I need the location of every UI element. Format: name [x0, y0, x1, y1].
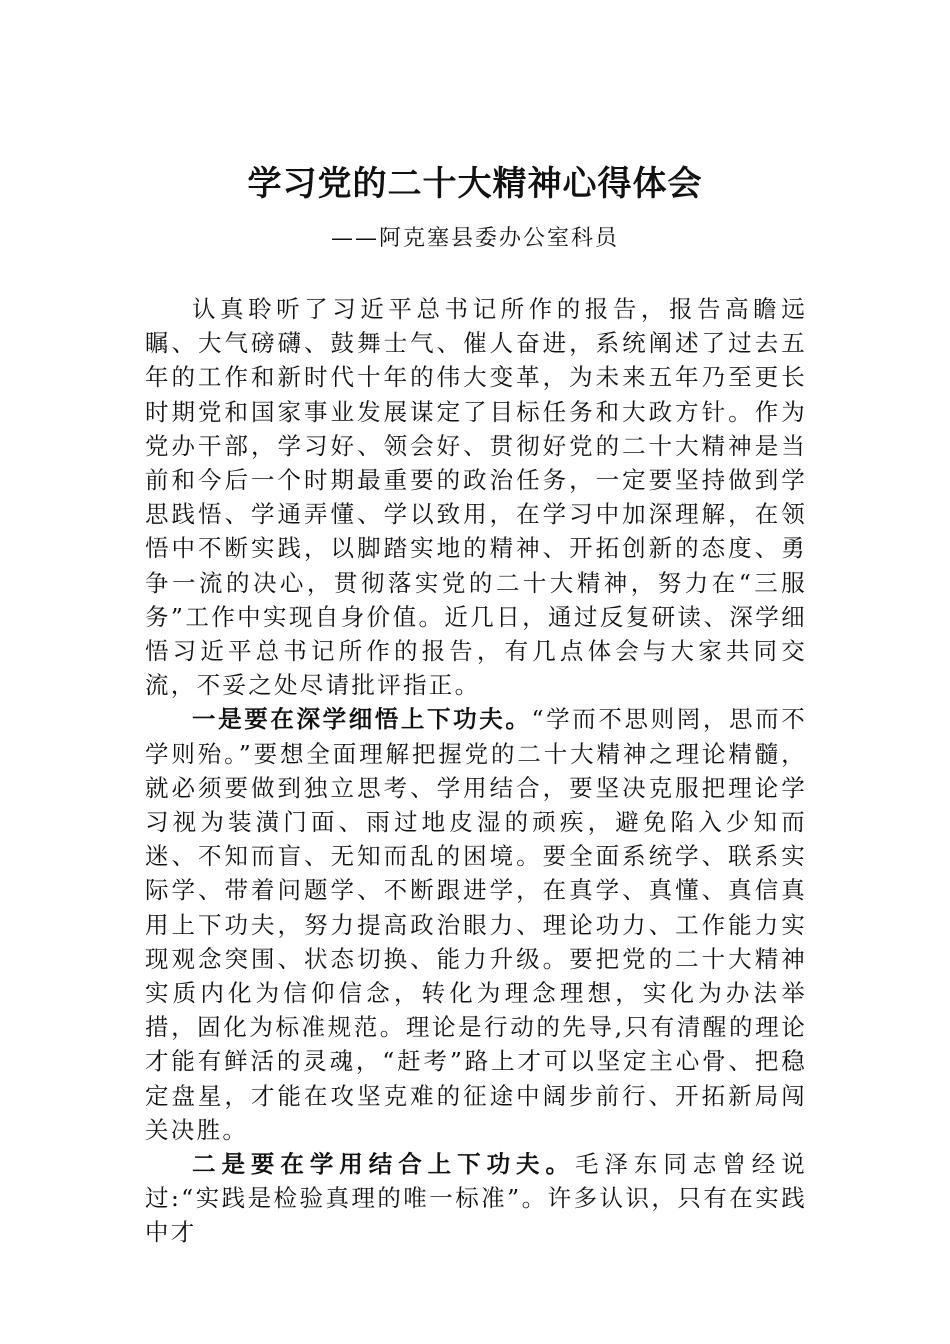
paragraph-point-one	[145, 702, 807, 1147]
document-subtitle: ——阿克塞县委办公室科员	[330, 226, 619, 251]
paragraph-text: 认真聆听了习近平总书记所作的报告，报告高瞻远瞩、大气磅礴、鼓舞士气、催人奋进，系统阐述了过去五年的工作和新时代十年的伟大变革，为未来五年乃至更长时期党和国家事业发展谋定了目标任务和大政方针。作为党办干部，学习好、领会好、贯彻好党的二十大精神是当前和今后一个时期最重要的政治任务，一定要坚持做到学思践悟、学通弄懂、学以致用，在学习中加深理解，在领悟中不断实践，以脚踏实地的精神、开拓创新的态度、勇争一流的决心，贯彻落实党的二十大精神，努力在“三服务”工作中实现自身价值。近几日，通过反复研读、深学细悟习近平总书记所作的报告，有几点体会与大家共同交流，不妥之处尽请批评指正。	[145, 295, 807, 700]
document-title: 学习党的二十大精神心得体会	[247, 164, 703, 204]
document-body	[145, 292, 807, 1250]
paragraph-intro	[145, 292, 807, 702]
paragraph-lead: 二是要在学用结合上下功夫。	[192, 1150, 575, 1179]
paragraph-text: 毛泽东同志曾经说过:“实践是检验真理的唯一标准”。许多认识，只有在实践中才	[145, 1150, 807, 1247]
paragraph-point-two	[145, 1147, 807, 1250]
paragraph-text: “学而不思则罔，思而不学则殆。”要想全面理解把握党的二十大精神之理论精髓，就必须要做到独立思考、学用结合，要坚决克服把理论学习视为装潢门面、雨过地皮湿的顽疾，避免陷入少知而迷、不知而盲、无知而乱的困境。要全面系统学、联系实际学、带着问题学、不断跟进学，在真学、真懂、真信真用上下功夫，努力提高政治眼力、理论功力、工作能力实现观念突围、状态切换、能力升级。要把党的二十大精神实质内化为信仰信念，转化为理念理想，实化为办法举措，固化为标准规范。理论是行动的先导,只有清醒的理论才能有鲜活的灵魂，“赶考”路上才可以坚定主心骨、把稳定盘星，才能在攻坚克难的征途中阔步前行、开拓新局闯关决胜。	[145, 705, 807, 1144]
paragraph-lead: 一是要在深学细悟上下功夫。	[192, 705, 532, 734]
